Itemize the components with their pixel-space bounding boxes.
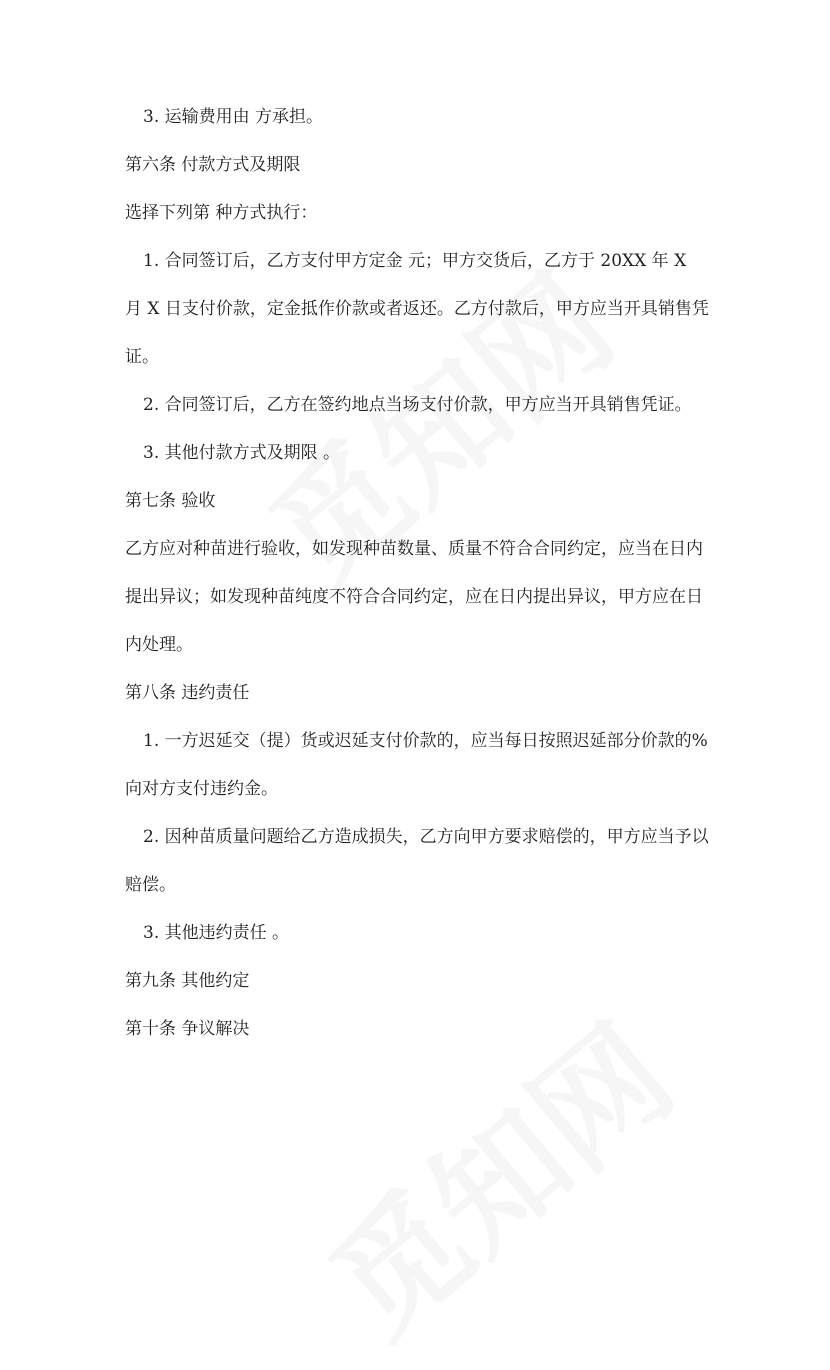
clause-5-item-3: 3. 运输费用由 方承担。 [143, 107, 324, 127]
article-7-text-line-3: 内处理。 [125, 635, 193, 655]
article-6-intro: 选择下列第 种方式执行： [125, 203, 318, 223]
article-7-heading: 第七条 验收 [125, 491, 216, 511]
article-8-item-3: 3. 其他违约责任 。 [143, 923, 290, 943]
article-6-item-1-line-3: 证。 [125, 347, 159, 367]
article-8-item-1-line-1: 1. 一方迟延交（提）货或迟延支付价款的，应当每日按照迟延部分价款的% [143, 731, 708, 751]
article-8-item-2-line-1: 2. 因种苗质量问题给乙方造成损失，乙方向甲方要求赔偿的，甲方应当予以 [143, 827, 709, 847]
article-9-heading: 第九条 其他约定 [125, 971, 250, 991]
article-8-item-2-line-2: 赔偿。 [125, 875, 176, 895]
article-7-text-line-1: 乙方应对种苗进行验收，如发现种苗数量、质量不符合合同约定，应当在日内 [125, 539, 703, 559]
watermark [226, 227, 645, 621]
article-7-text-line-2: 提出异议；如发现种苗纯度不符合合同约定，应在日内提出异议，甲方应在日 [125, 587, 703, 607]
article-6-heading: 第六条 付款方式及期限 [125, 155, 301, 175]
article-8-item-1-line-2: 向对方支付违约金。 [125, 779, 278, 799]
article-6-item-2: 2. 合同签订后，乙方在签约地点当场支付价款，甲方应当开具销售凭证。 [143, 395, 692, 415]
article-6-item-3: 3. 其他付款方式及期限 。 [143, 443, 341, 463]
article-8-heading: 第八条 违约责任 [125, 683, 250, 703]
article-10-heading: 第十条 争议解决 [125, 1019, 250, 1039]
article-6-item-1-line-1: 1. 合同签订后，乙方支付甲方定金 元；甲方交货后，乙方于 20XX 年 X [143, 251, 687, 271]
article-6-item-1-line-2: 月 X 日支付价款，定金抵作价款或者返还。乙方付款后，甲方应当开具销售凭 [125, 299, 709, 319]
watermark-bottom [286, 977, 705, 1370]
